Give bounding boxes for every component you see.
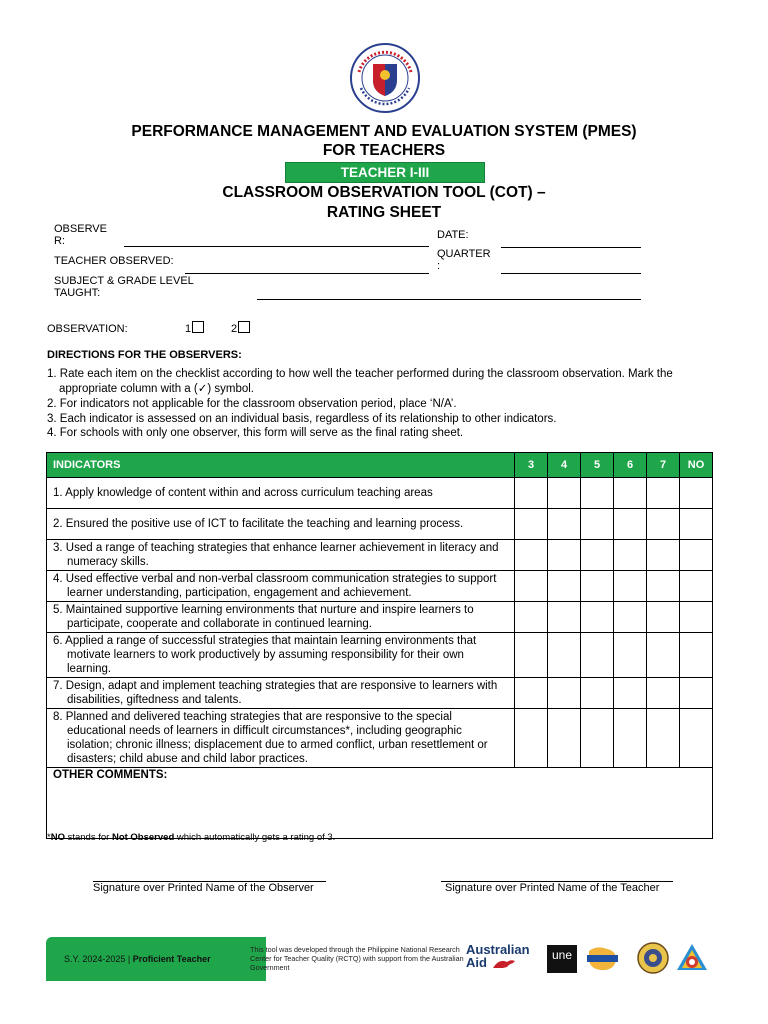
rating-cell[interactable] <box>647 709 680 768</box>
checkbox-2[interactable] <box>238 321 250 333</box>
une-logo: une <box>547 945 577 973</box>
rating-cell[interactable] <box>581 633 614 678</box>
table-row <box>47 678 713 709</box>
rating-cell[interactable] <box>548 633 581 678</box>
kangaroo-icon <box>491 956 519 970</box>
rating-cell[interactable] <box>581 571 614 602</box>
smeer-logo <box>585 945 620 973</box>
rating-cell[interactable] <box>515 709 548 768</box>
indicator-1: 1. Apply knowledge of content within and across curriculum teaching areas <box>47 478 515 509</box>
indicator-2: 2. Ensured the positive use of ICT to facilitate the teaching and learning process. <box>47 509 515 540</box>
indicator-8: 8. Planned and delivered teaching strategies that are responsive to the special educational needs of learners in difficult circumstances*, including geographic isolation; chronic illness; displacement due to armed conflict, urban resettlement or disasters; child abuse and child labor practices. <box>47 709 515 768</box>
other-comments-field[interactable]: OTHER COMMENTS: <box>47 768 713 839</box>
rating-cell[interactable] <box>548 571 581 602</box>
rating-cell[interactable] <box>515 571 548 602</box>
header-rating-7: 7 <box>647 453 680 478</box>
rating-cell[interactable] <box>548 478 581 509</box>
rating-cell[interactable] <box>515 509 548 540</box>
direction-2: 2. For indicators not applicable for the classroom observation period, place ‘N/A’. <box>47 398 457 410</box>
teacher-level-badge: TEACHER I-III <box>285 162 485 183</box>
tool-title: CLASSROOM OBSERVATION TOOL (COT) – <box>222 184 546 201</box>
rating-cell[interactable] <box>548 678 581 709</box>
rating-cell[interactable] <box>515 633 548 678</box>
rating-cell[interactable] <box>548 709 581 768</box>
table-row <box>47 540 713 571</box>
rating-cell[interactable] <box>647 571 680 602</box>
tool-subtitle: RATING SHEET <box>326 204 442 221</box>
indicator-5: 5. Maintained supportive learning environments that nurture and inspire learners to participate, cooperate and collaborate in continued learning. <box>47 602 515 633</box>
rating-cell[interactable] <box>581 540 614 571</box>
observer-label: OBSERVE R: <box>54 223 107 247</box>
rating-cell[interactable] <box>647 509 680 540</box>
deped-seal-icon <box>349 42 421 114</box>
checkbox-1[interactable] <box>192 321 204 333</box>
direction-3: 3. Each indicator is assessed on an individual basis, regardless of its relationship to other indicators. <box>47 413 557 425</box>
quarter-field[interactable] <box>501 273 641 274</box>
header-indicators: INDICATORS <box>47 453 515 478</box>
footer-school-year: S.Y. 2024-2025 | Proficient Teacher <box>46 937 266 981</box>
direction-1-cont: appropriate column with a (✓) symbol. <box>59 383 254 395</box>
observation-option-1[interactable]: 1 <box>185 321 204 335</box>
directions-heading: DIRECTIONS FOR THE OBSERVERS: <box>47 349 242 361</box>
direction-1: 1. Rate each item on the checklist according to how well the teacher performed during the classroom observation. Mark the <box>47 368 673 380</box>
quarter-label: QUARTER : <box>437 248 491 272</box>
rating-cell[interactable] <box>548 602 581 633</box>
table-row <box>47 602 713 633</box>
rating-cell[interactable] <box>680 678 713 709</box>
teacher-signature-label: Signature over Printed Name of the Teacher <box>445 882 660 894</box>
main-title-line2: FOR TEACHERS <box>322 142 446 159</box>
table-row <box>47 509 713 540</box>
rating-cell[interactable] <box>680 478 713 509</box>
rating-cell[interactable] <box>614 678 647 709</box>
indicator-4: 4. Used effective verbal and non-verbal classroom communication strategies to support learner understanding, participation, engagement and achievement. <box>47 571 515 602</box>
rating-cell[interactable] <box>614 571 647 602</box>
rating-cell[interactable] <box>515 540 548 571</box>
indicator-6: 6. Applied a range of successful strategies that maintain learning environments that motivate learners to work productively by assuming responsibility for their own learning. <box>47 633 515 678</box>
header-not-observed: NO <box>680 453 713 478</box>
footnote: *NO stands for Not Observed which automatically gets a rating of 3. <box>47 832 336 843</box>
observer-signature-label: Signature over Printed Name of the Observer <box>93 882 314 894</box>
rating-cell[interactable] <box>614 509 647 540</box>
teacher-observed-field[interactable] <box>185 273 429 274</box>
rating-cell[interactable] <box>581 602 614 633</box>
rating-cell[interactable] <box>614 709 647 768</box>
partner-logo <box>675 942 709 974</box>
rating-cell[interactable] <box>581 678 614 709</box>
table-row <box>47 633 713 678</box>
rating-cell[interactable] <box>647 540 680 571</box>
rating-cell[interactable] <box>548 540 581 571</box>
rating-cell[interactable] <box>614 478 647 509</box>
rating-cell[interactable] <box>581 509 614 540</box>
header-rating-5: 5 <box>581 453 614 478</box>
rating-cell[interactable] <box>515 478 548 509</box>
rating-cell[interactable] <box>680 540 713 571</box>
header-rating-4: 4 <box>548 453 581 478</box>
indicator-7: 7. Design, adapt and implement teaching strategies that are responsive to learners with disabilities, giftedness and talents. <box>47 678 515 709</box>
rating-cell[interactable] <box>581 709 614 768</box>
rctq-seal-logo <box>637 942 669 974</box>
direction-4: 4. For schools with only one observer, this form will serve as the final rating sheet. <box>47 427 464 439</box>
observation-label: OBSERVATION: <box>47 323 128 335</box>
rating-cell[interactable] <box>680 602 713 633</box>
main-title: PERFORMANCE MANAGEMENT AND EVALUATION SYSTEM (PMES) <box>131 123 637 140</box>
rating-cell[interactable] <box>680 509 713 540</box>
table-row <box>47 571 713 602</box>
rating-cell[interactable] <box>647 602 680 633</box>
rating-cell[interactable] <box>680 633 713 678</box>
rating-cell[interactable] <box>647 633 680 678</box>
rating-cell[interactable] <box>680 709 713 768</box>
rating-cell[interactable] <box>647 478 680 509</box>
teacher-observed-label: TEACHER OBSERVED: <box>54 255 174 267</box>
header-rating-3: 3 <box>515 453 548 478</box>
indicators-table <box>46 452 713 839</box>
rating-cell[interactable] <box>614 633 647 678</box>
table-row <box>47 709 713 768</box>
observer-field[interactable] <box>124 246 429 247</box>
rating-cell[interactable] <box>647 678 680 709</box>
rating-cell[interactable] <box>515 602 548 633</box>
date-field[interactable] <box>501 247 641 248</box>
australian-aid-logo: Australian Aid <box>466 942 530 970</box>
observation-option-2[interactable]: 2 <box>231 321 250 335</box>
indicator-3: 3. Used a range of teaching strategies that enhance learner achievement in literacy and numeracy skills. <box>47 540 515 571</box>
subject-grade-label: SUBJECT & GRADE LEVEL TAUGHT: <box>54 275 194 299</box>
footer-credit: This tool was developed through the Philippine National Research Center for Teacher Quality (RCTQ) with support from the Australian Government <box>250 945 464 972</box>
rating-cell[interactable] <box>548 509 581 540</box>
rating-cell[interactable] <box>614 602 647 633</box>
rating-cell[interactable] <box>680 571 713 602</box>
header-rating-6: 6 <box>614 453 647 478</box>
rating-cell[interactable] <box>614 540 647 571</box>
rating-cell[interactable] <box>581 478 614 509</box>
table-row <box>47 478 713 509</box>
comments-row <box>47 768 713 839</box>
rating-cell[interactable] <box>515 678 548 709</box>
subject-grade-field[interactable] <box>257 299 641 300</box>
date-label: DATE: <box>437 229 469 241</box>
table-header-row <box>47 453 713 478</box>
